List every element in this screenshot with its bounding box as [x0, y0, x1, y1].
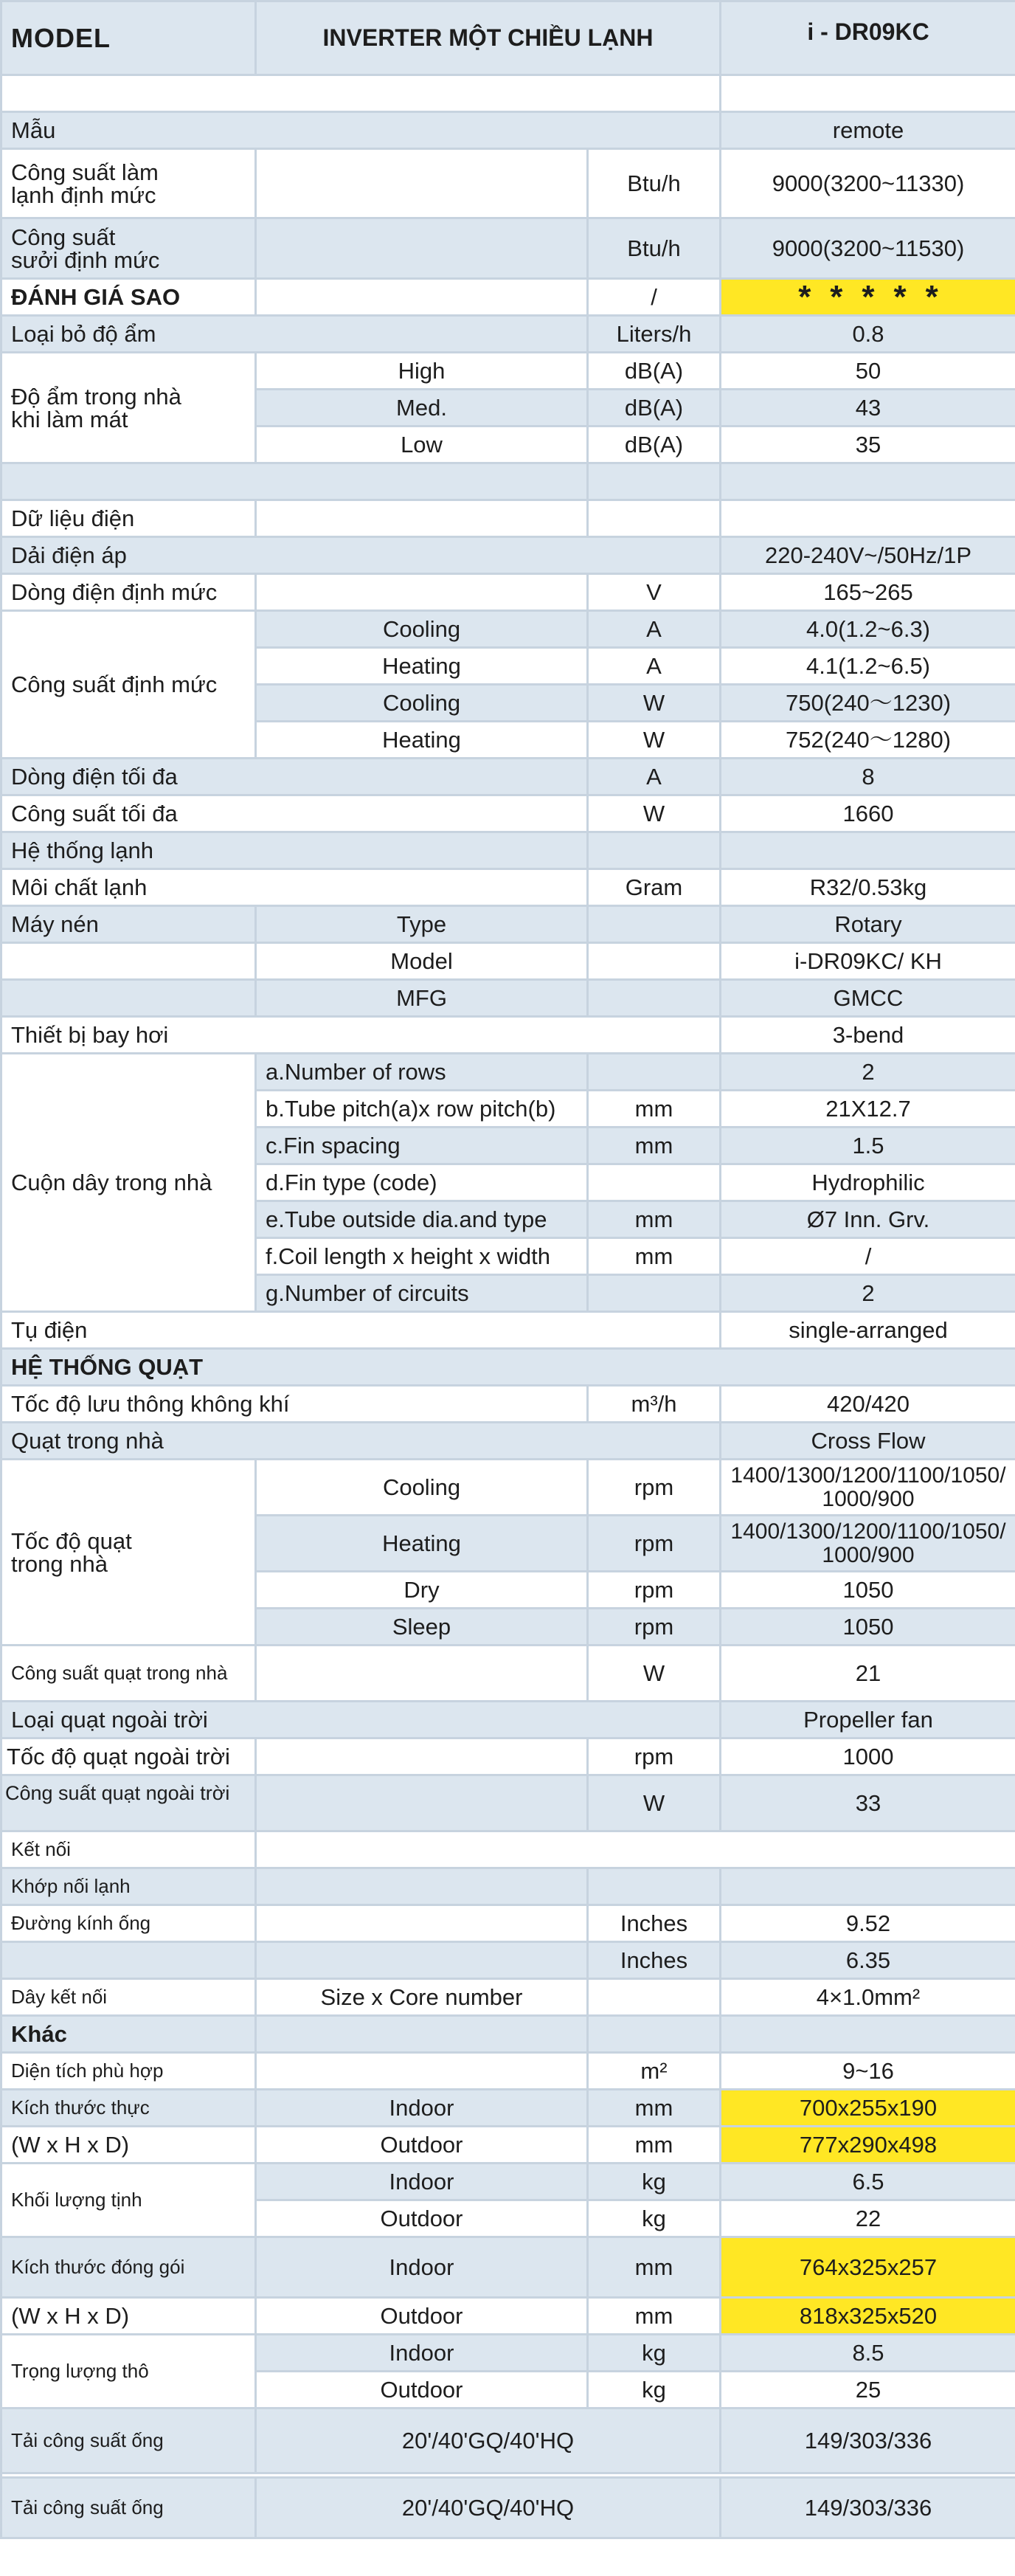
row-sub: Model	[256, 943, 588, 980]
row-unit: mm	[588, 2237, 721, 2298]
product-type-label: INVERTER MỘT CHIỀU LẠNH	[256, 1, 721, 75]
row-value: 764x325x257	[721, 2237, 1015, 2298]
row-sub: c.Fin spacing	[256, 1128, 588, 1164]
row-value: 750(240～1230)	[721, 685, 1015, 722]
table-row	[1, 1738, 1015, 1775]
row-label: Trọng lượng thô	[1, 2335, 256, 2408]
row-value: 752(240～1280)	[721, 722, 1015, 759]
table-row	[1, 1905, 1015, 1942]
row-sub: Type	[256, 906, 588, 943]
row-value: 22	[721, 2200, 1015, 2237]
row-sub: Outdoor	[256, 2372, 588, 2408]
table-row	[1, 2298, 1015, 2335]
table-row	[1, 218, 1015, 279]
row-value: GMCC	[721, 980, 1015, 1017]
row-value: 21X12.7	[721, 1091, 1015, 1128]
table-row	[1, 2127, 1015, 2164]
row-value: 35	[721, 427, 1015, 463]
row-label: Công suất quạt ngoài trời	[1, 1775, 256, 1831]
row-unit: Inches	[588, 1905, 721, 1942]
row-sub: g.Number of circuits	[256, 1275, 588, 1312]
row-sub: d.Fin type (code)	[256, 1164, 588, 1201]
row-label: Công suất tối đa	[1, 795, 588, 832]
row-label: Kích thước thực	[1, 2090, 256, 2127]
table-row	[1, 1054, 1015, 1091]
row-sub: Outdoor	[256, 2298, 588, 2335]
row-unit: m²	[588, 2053, 721, 2090]
table-row	[1, 574, 1015, 611]
row-value: remote	[721, 112, 1015, 149]
model-value: i - DR09KC	[721, 1, 1015, 75]
row-unit: /	[588, 279, 721, 316]
table-row	[1, 906, 1015, 943]
row-unit: W	[588, 795, 721, 832]
row-value: 1660	[721, 795, 1015, 832]
row-unit: W	[588, 685, 721, 722]
row-value: 1050	[721, 1572, 1015, 1609]
row-unit: Btu/h	[588, 218, 721, 279]
row-unit: mm	[588, 2090, 721, 2127]
row-label: Kết nối	[1, 1831, 256, 1868]
row-label: Tốc độ quạt ngoài trời	[1, 1738, 256, 1775]
row-sub: Heating	[256, 1516, 588, 1572]
row-value: 9~16	[721, 2053, 1015, 2090]
row-unit: W	[588, 1775, 721, 1831]
row-label: Tốc độ lưu thông không khí	[1, 1386, 588, 1423]
row-unit: W	[588, 1646, 721, 1702]
row-label: Khối lượng tịnh	[1, 2164, 256, 2237]
row-unit: Liters/h	[588, 316, 721, 353]
row-label: Cuộn dây trong nhà	[1, 1054, 256, 1312]
row-label: Diện tích phù hợp	[1, 2053, 256, 2090]
row-sub: Cooling	[256, 611, 588, 648]
row-unit: kg	[588, 2200, 721, 2237]
row-sub: e.Tube outside dia.and type	[256, 1201, 588, 1238]
row-label: Công suất định mức	[1, 611, 256, 759]
row-label: (W x H x D)	[1, 2298, 256, 2335]
row-sub	[256, 279, 588, 316]
table-row	[1, 832, 1015, 869]
row-label: Dữ liệu điện	[1, 500, 256, 537]
table-row	[1, 2408, 1015, 2473]
row-value: Propeller fan	[721, 1702, 1015, 1738]
spacer-row	[1, 75, 1015, 112]
table-row	[1, 1775, 1015, 1831]
row-label: Môi chất lạnh	[1, 869, 588, 906]
row-unit: rpm	[588, 1572, 721, 1609]
row-value: 777x290x498	[721, 2127, 1015, 2164]
row-unit: mm	[588, 1091, 721, 1128]
row-label: Dòng điện tối đa	[1, 759, 588, 795]
row-label: Công suất làm lạnh định mức	[1, 149, 256, 218]
row-sub: b.Tube pitch(a)x row pitch(b)	[256, 1091, 588, 1128]
table-row	[1, 1423, 1015, 1460]
row-unit: mm	[588, 2127, 721, 2164]
row-sub: a.Number of rows	[256, 1054, 588, 1091]
row-unit: mm	[588, 1238, 721, 1275]
row-value: 1400/1300/1200/1100/1050/ 1000/900	[721, 1460, 1015, 1516]
table-row	[1, 2335, 1015, 2372]
row-label: (W x H x D)	[1, 2127, 256, 2164]
table-row	[1, 353, 1015, 390]
row-label: Thiết bị bay hơi	[1, 1017, 721, 1054]
row-sub: Outdoor	[256, 2127, 588, 2164]
table-row	[1, 2478, 1015, 2538]
table-row	[1, 1831, 1015, 1868]
row-sub	[256, 149, 588, 218]
section-row	[1, 2016, 1015, 2053]
row-unit: mm	[588, 2298, 721, 2335]
row-value: 1000	[721, 1738, 1015, 1775]
row-value: 9000(3200~11530)	[721, 218, 1015, 279]
row-sub: High	[256, 353, 588, 390]
row-value: Rotary	[721, 906, 1015, 943]
row-label: Dây kết nối	[1, 1979, 256, 2016]
row-label: Loại bỏ độ ẩm	[1, 316, 588, 353]
row-value: 43	[721, 390, 1015, 427]
row-sub: MFG	[256, 980, 588, 1017]
row-value: Ø7 Inn. Grv.	[721, 1201, 1015, 1238]
row-value: 220-240V~/50Hz/1P	[721, 537, 1015, 574]
table-row	[1, 500, 1015, 537]
row-unit: W	[588, 722, 721, 759]
row-unit: rpm	[588, 1738, 721, 1775]
row-unit: Btu/h	[588, 149, 721, 218]
row-label: ĐÁNH GIÁ SAO	[1, 279, 256, 316]
table-row	[1, 112, 1015, 149]
row-sub: Heating	[256, 648, 588, 685]
row-unit: dB(A)	[588, 353, 721, 390]
row-value: 4.0(1.2~6.3)	[721, 611, 1015, 648]
row-value: 1400/1300/1200/1100/1050/ 1000/900	[721, 1516, 1015, 1572]
row-label: Kích thước đóng gói	[1, 2237, 256, 2298]
star-rating: *****	[721, 279, 1015, 316]
row-label: Độ ẩm trong nhà khi làm mát	[1, 353, 256, 463]
row-value: 2	[721, 1054, 1015, 1091]
table-row	[1, 1460, 1015, 1516]
row-sub: Size x Core number	[256, 1979, 588, 2016]
row-value: i-DR09KC/ KH	[721, 943, 1015, 980]
row-sub: Sleep	[256, 1609, 588, 1646]
row-value: 21	[721, 1646, 1015, 1702]
table-row	[1, 2090, 1015, 2127]
table-row	[1, 2053, 1015, 2090]
row-unit: dB(A)	[588, 427, 721, 463]
row-value: 6.35	[721, 1942, 1015, 1979]
row-sub	[256, 218, 588, 279]
section-title: HỆ THỐNG QUẠT	[1, 1349, 1015, 1386]
row-unit: mm	[588, 1128, 721, 1164]
row-label: Tải công suất ống	[1, 2478, 256, 2538]
row-label: Mẫu	[1, 112, 721, 149]
row-label: Quạt trong nhà	[1, 1423, 721, 1460]
row-unit: kg	[588, 2164, 721, 2200]
row-value: 9000(3200~11330)	[721, 149, 1015, 218]
row-value: 149/303/336	[721, 2478, 1015, 2538]
row-value: 1.5	[721, 1128, 1015, 1164]
row-value: 818x325x520	[721, 2298, 1015, 2335]
row-value: 6.5	[721, 2164, 1015, 2200]
table-row	[1, 463, 1015, 500]
section-row	[1, 1349, 1015, 1386]
row-value: 50	[721, 353, 1015, 390]
row-sub: 20'/40'GQ/40'HQ	[256, 2478, 721, 2538]
table-row	[1, 980, 1015, 1017]
table-row	[1, 149, 1015, 218]
row-label: Công suất quạt trong nhà	[1, 1646, 256, 1702]
row-sub: Low	[256, 427, 588, 463]
row-value: R32/0.53kg	[721, 869, 1015, 906]
row-value: 25	[721, 2372, 1015, 2408]
row-value: 700x255x190	[721, 2090, 1015, 2127]
row-label: Loại quạt ngoài trời	[1, 1702, 721, 1738]
row-value: 4×1.0mm²	[721, 1979, 1015, 2016]
row-label: Máy nén	[1, 906, 256, 943]
table-row	[1, 943, 1015, 980]
row-value: 33	[721, 1775, 1015, 1831]
row-value: 420/420	[721, 1386, 1015, 1423]
table-row	[1, 611, 1015, 648]
row-unit: rpm	[588, 1516, 721, 1572]
row-sub: Indoor	[256, 2237, 588, 2298]
row-sub: Heating	[256, 722, 588, 759]
row-label: Dải điện áp	[1, 537, 721, 574]
row-sub: Cooling	[256, 685, 588, 722]
row-label: Tụ điện	[1, 1312, 721, 1349]
row-sub: Outdoor	[256, 2200, 588, 2237]
table-row	[1, 1942, 1015, 1979]
row-sub: Dry	[256, 1572, 588, 1609]
table-row	[1, 537, 1015, 574]
row-unit: kg	[588, 2335, 721, 2372]
row-sub: 20'/40'GQ/40'HQ	[256, 2408, 721, 2473]
row-label: Dòng điện định mức	[1, 574, 256, 611]
row-value: Hydrophilic	[721, 1164, 1015, 1201]
table-row	[1, 1979, 1015, 2016]
row-value: 2	[721, 1275, 1015, 1312]
row-value: Cross Flow	[721, 1423, 1015, 1460]
row-label: Tải công suất ống	[1, 2408, 256, 2473]
row-label: Tốc độ quạt trong nhà	[1, 1460, 256, 1646]
row-value: 0.8	[721, 316, 1015, 353]
table-header-row	[1, 1, 1015, 75]
row-unit: rpm	[588, 1460, 721, 1516]
table-row	[1, 2237, 1015, 2298]
row-unit: Gram	[588, 869, 721, 906]
row-sub: Indoor	[256, 2164, 588, 2200]
row-label: Khớp nối lạnh	[1, 1868, 256, 1905]
row-value: 8	[721, 759, 1015, 795]
row-label: Đường kính ống	[1, 1905, 256, 1942]
row-value: 8.5	[721, 2335, 1015, 2372]
row-unit: A	[588, 611, 721, 648]
row-value: 1050	[721, 1609, 1015, 1646]
row-label: Hệ thống lạnh	[1, 832, 588, 869]
row-value: 165~265	[721, 574, 1015, 611]
row-sub: Indoor	[256, 2335, 588, 2372]
table-row	[1, 869, 1015, 906]
table-row	[1, 279, 1015, 316]
row-unit: kg	[588, 2372, 721, 2408]
row-label: Công suất sưởi định mức	[1, 218, 256, 279]
row-unit: V	[588, 574, 721, 611]
row-value: /	[721, 1238, 1015, 1275]
row-sub: f.Coil length x height x width	[256, 1238, 588, 1275]
row-value: single-arranged	[721, 1312, 1015, 1349]
row-sub: Cooling	[256, 1460, 588, 1516]
table-row	[1, 1312, 1015, 1349]
row-sub: Med.	[256, 390, 588, 427]
row-sub: Indoor	[256, 2090, 588, 2127]
table-row	[1, 1868, 1015, 1905]
table-row	[1, 1017, 1015, 1054]
row-unit: m³/h	[588, 1386, 721, 1423]
row-unit: Inches	[588, 1942, 721, 1979]
table-row	[1, 1386, 1015, 1423]
row-value: 4.1(1.2~6.5)	[721, 648, 1015, 685]
section-title: Khác	[1, 2016, 256, 2053]
table-row	[1, 316, 1015, 353]
row-unit: rpm	[588, 1609, 721, 1646]
table-row	[1, 795, 1015, 832]
row-unit: dB(A)	[588, 390, 721, 427]
table-row	[1, 1646, 1015, 1702]
row-value: 149/303/336	[721, 2408, 1015, 2473]
table-row	[1, 759, 1015, 795]
model-label: MODEL	[1, 1, 256, 75]
table-row	[1, 2164, 1015, 2200]
row-value: 3-bend	[721, 1017, 1015, 1054]
row-value: 9.52	[721, 1905, 1015, 1942]
row-unit: mm	[588, 1201, 721, 1238]
row-unit: A	[588, 759, 721, 795]
table-row	[1, 1702, 1015, 1738]
row-unit: A	[588, 648, 721, 685]
